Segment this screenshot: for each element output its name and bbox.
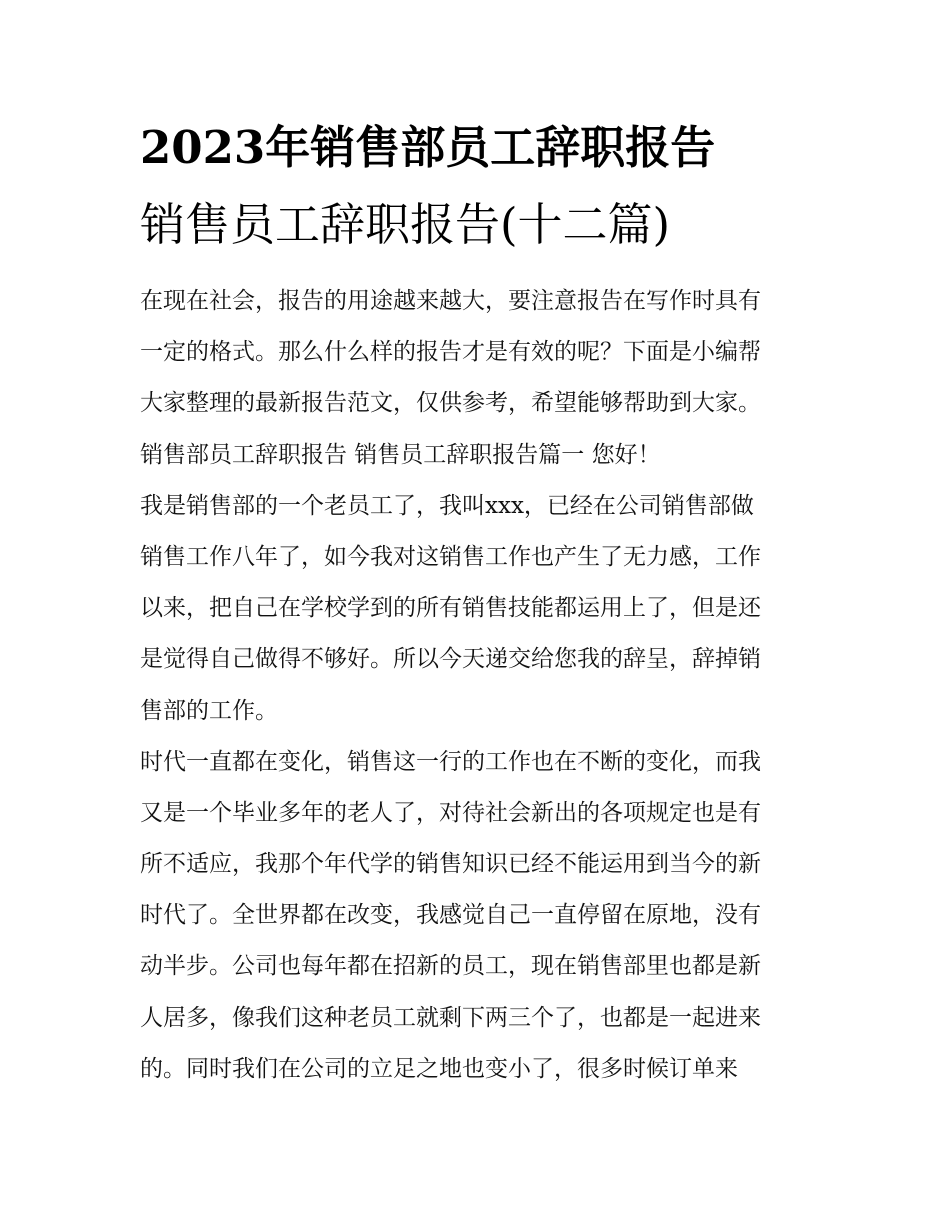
body-line: 时代一直都在变化，销售这一行的工作也在不断的变化，而我 bbox=[140, 748, 761, 775]
body-line: 时代了。全世界都在改变，我感觉自己一直停留在原地，没有 bbox=[140, 902, 761, 929]
document-subtitle: 销售员工辞职报告(十二篇) bbox=[140, 198, 671, 251]
body-line: 售部的工作。 bbox=[140, 697, 278, 724]
body-line: 在现在社会，报告的用途越来越大，要注意报告在写作时具有 bbox=[140, 288, 761, 314]
body-line: 人居多，像我们这种老员工就剩下两三个了，也都是一起进来 bbox=[140, 1004, 761, 1031]
body-line: 所不适应，我那个年代学的销售知识已经不能运用到当今的新 bbox=[140, 851, 761, 878]
body-line: 是觉得自己做得不够好。所以今天递交给您我的辞呈，辞掉销 bbox=[140, 646, 761, 673]
body-line: 销售部员工辞职报告 销售员工辞职报告篇一 您好！ bbox=[140, 441, 661, 468]
document-body bbox=[140, 276, 812, 1095]
body-line: 我是销售部的一个老员工了，我叫xxx，已经在公司销售部做 bbox=[140, 492, 754, 519]
body-line: 销售工作八年了，如今我对这销售工作也产生了无力感，工作 bbox=[140, 543, 761, 570]
body-line: 又是一个毕业多年的老人了，对待社会新出的各项规定也是有 bbox=[140, 799, 761, 826]
body-line: 的。同时我们在公司的立足之地也变小了，很多时候订单来 bbox=[140, 1055, 738, 1082]
body-line: 大家整理的最新报告范文，仅供参考，希望能够帮助到大家。 bbox=[140, 390, 761, 417]
body-line: 以来，把自己在学校学到的所有销售技能都运用上了，但是还 bbox=[140, 595, 761, 622]
body-line: 动半步。公司也每年都在招新的员工，现在销售部里也都是新 bbox=[140, 953, 761, 980]
document-title: 2023年销售部员工辞职报告 bbox=[140, 121, 716, 174]
body-line: 一定的格式。那么什么样的报告才是有效的呢？下面是小编帮 bbox=[140, 339, 761, 366]
